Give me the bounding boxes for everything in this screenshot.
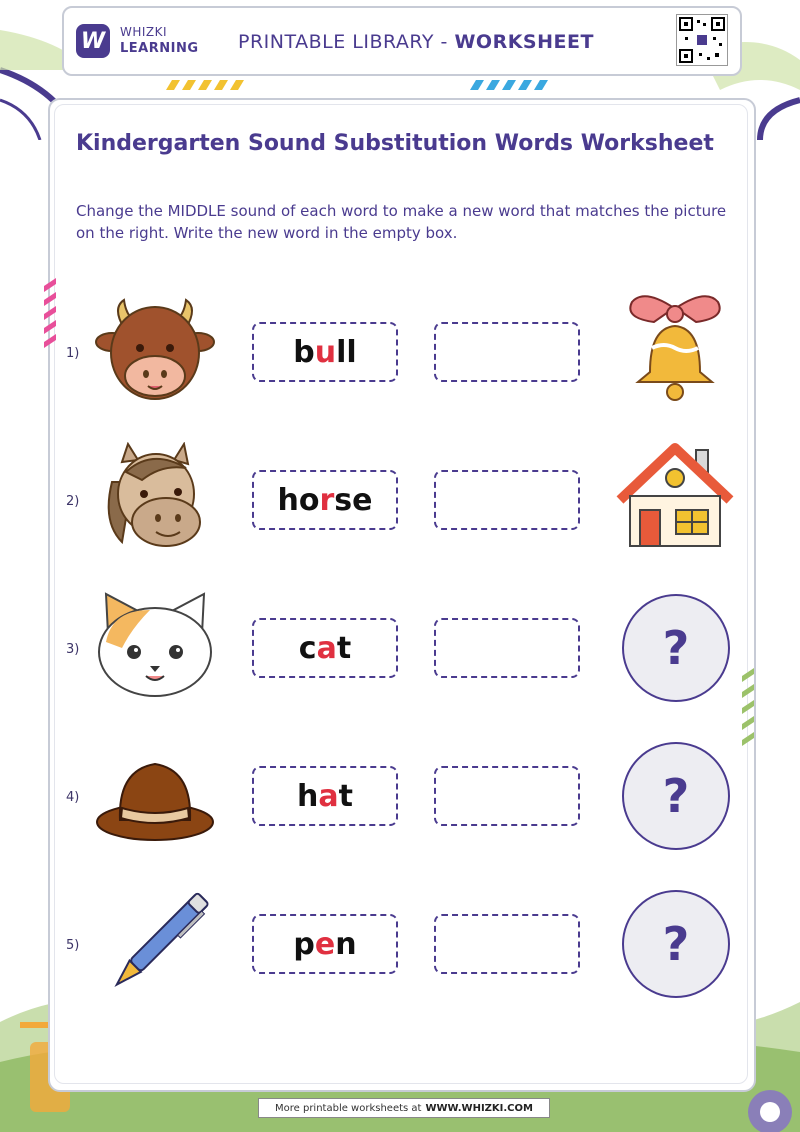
blue-stripes-decoration: [470, 80, 550, 90]
horse-face-icon: [92, 442, 218, 552]
item-number: 4): [66, 790, 80, 805]
source-word-box: [252, 470, 398, 530]
footer-text: More printable worksheets at: [275, 1102, 422, 1114]
exercise-row-5: [0, 882, 800, 1012]
library-type: WORKSHEET: [454, 31, 594, 53]
source-word-box: [252, 914, 398, 974]
word-end: se: [334, 482, 373, 518]
exercise-row-1: [0, 290, 800, 420]
mystery-picture-question-icon: ?: [622, 890, 730, 998]
pen-icon: [92, 882, 218, 1008]
word-middle-letter: e: [314, 926, 336, 962]
word-end: t: [338, 778, 353, 814]
answer-box[interactable]: [434, 914, 580, 974]
logo-text-whizki: WHIZKI: [120, 25, 168, 39]
hat-icon: [92, 744, 218, 854]
word-start: ho: [277, 482, 320, 518]
footer-url[interactable]: WWW.WHIZKI.COM: [425, 1102, 533, 1114]
word-middle-letter: a: [316, 630, 337, 666]
item-number: 3): [66, 642, 80, 657]
word-start: p: [293, 926, 315, 962]
footer-link[interactable]: [258, 1098, 550, 1118]
mystery-picture-question-icon: ?: [622, 742, 730, 850]
word-start: b: [293, 334, 315, 370]
exercise-row-3: [0, 586, 800, 716]
answer-box[interactable]: [434, 766, 580, 826]
library-label: PRINTABLE LIBRARY -: [238, 31, 455, 53]
item-number: 1): [66, 346, 80, 361]
word-start: h: [297, 778, 319, 814]
item-number: 2): [66, 494, 80, 509]
logo-text-learning: LEARNING: [120, 41, 199, 56]
house-icon: [614, 440, 736, 550]
word-middle-letter: u: [314, 334, 337, 370]
answer-box[interactable]: [434, 618, 580, 678]
library-header-title: [238, 31, 594, 53]
bell-icon: [614, 292, 736, 402]
answer-box[interactable]: [434, 322, 580, 382]
answer-box[interactable]: [434, 470, 580, 530]
word-middle-letter: r: [319, 482, 335, 518]
cat-face-icon: [92, 588, 218, 698]
exercise-row-4: [0, 734, 800, 864]
qr-code-icon[interactable]: [676, 14, 728, 66]
bull-face-icon: [92, 298, 218, 408]
worksheet-instructions: Change the MIDDLE sound of each word to make a new word that matches the picture on the right. Write the new word in the empty box.: [76, 202, 727, 242]
yellow-stripes-decoration: [166, 80, 246, 90]
source-word-box: [252, 618, 398, 678]
mystery-picture-question-icon: ?: [622, 594, 730, 702]
exercise-row-2: [0, 438, 800, 568]
word-end: ll: [336, 334, 357, 370]
item-number: 5): [66, 938, 80, 953]
worksheet-title: Kindergarten Sound Substitution Words Worksheet: [76, 131, 714, 156]
word-end: t: [336, 630, 352, 666]
source-word-box: [252, 766, 398, 826]
whizki-logo-icon[interactable]: W: [76, 24, 110, 58]
word-start: c: [298, 630, 317, 666]
source-word-box: [252, 322, 398, 382]
word-end: n: [335, 926, 357, 962]
word-middle-letter: a: [318, 778, 339, 814]
